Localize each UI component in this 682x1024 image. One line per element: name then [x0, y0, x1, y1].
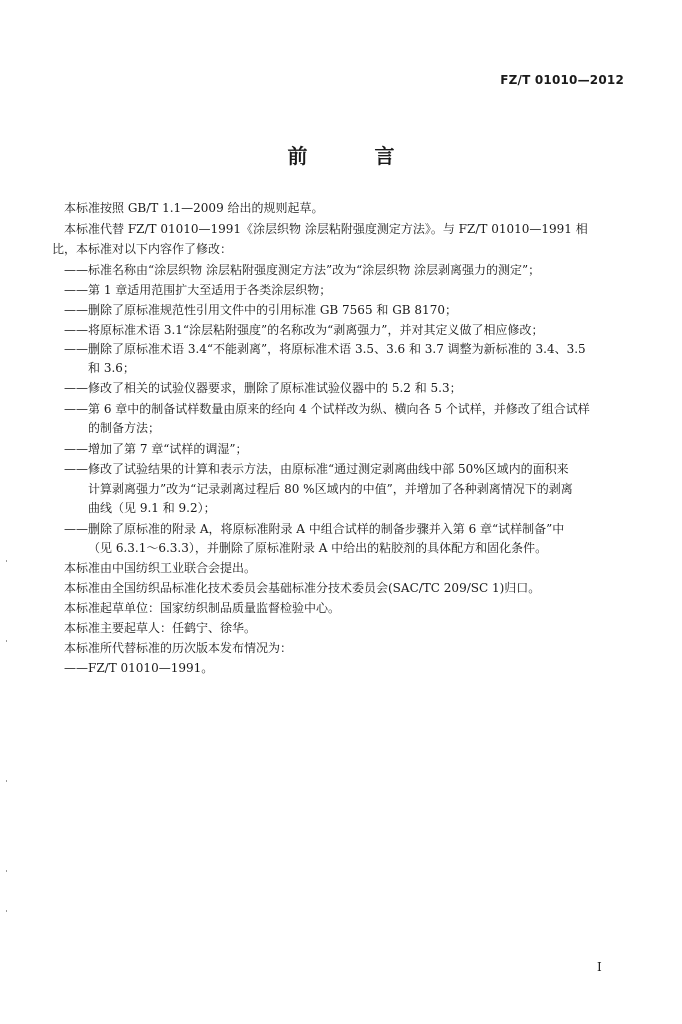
- page-number: I: [597, 960, 602, 974]
- paragraph-line: 本标准代替 FZ/T 01010—1991《涂层织物 涂层粘附强度测定方法》。与 FZ/T 01010—1991 相: [64, 222, 588, 236]
- list-item-continuation: 曲线（见 9.1 和 9.2）；: [88, 501, 216, 515]
- scan-speck: [6, 780, 7, 782]
- list-item-continuation: 计算剥离强力”改为“记录剥离过程后 80 %区域内的中值”，并增加了各种剥离情况下的剥离: [88, 482, 573, 496]
- list-item: ——增加了第 7 章“试样的调湿”；: [64, 442, 248, 456]
- standard-code-header: FZ/T 01010—2012: [500, 73, 624, 87]
- scan-speck: [6, 560, 7, 562]
- list-item-continuation: 的制备方法；: [88, 421, 161, 435]
- list-item-continuation: （见 6.3.1～6.3.3），并删除了原标准附录 A 中给出的粘胶剂的具体配方和固化条件。: [88, 541, 548, 555]
- scan-speck: [6, 910, 7, 912]
- list-item: ——删除了原标准规范性引用文件中的引用标准 GB 7565 和 GB 8170；: [64, 303, 457, 317]
- paragraph-line: 本标准按照 GB/T 1.1—2009 给出的规则起草。: [64, 201, 324, 215]
- scan-speck: [6, 870, 7, 872]
- paragraph-line: 本标准所代替标准的历次版本发布情况为：: [64, 641, 293, 655]
- list-item: ——将原标准术语 3.1“涂层粘附强度”的名称改为“剥离强力”，并对其定义做了相应修改；: [64, 323, 544, 337]
- list-item: ——删除了原标准术语 3.4“不能剥离”，将原标准术语 3.5、3.6 和 3.7 调整为新标准的 3.4、3.5: [64, 342, 586, 356]
- paragraph-line: 本标准由全国纺织品标准化技术委员会基础标准分技术委员会(SAC/TC 209/SC 1)归口。: [64, 581, 541, 595]
- page-title: 前 言: [287, 144, 425, 168]
- list-item: ——第 6 章中的制备试样数量由原来的经向 4 个试样改为纵、横向各 5 个试样，并修改了组合试样: [64, 402, 590, 416]
- list-item: ——标准名称由“涂层织物 涂层粘附强度测定方法”改为“涂层织物 涂层剥离强力的测定”；: [64, 263, 541, 277]
- list-item-continuation: 和 3.6；: [88, 361, 135, 375]
- paragraph-line: 本标准由中国纺织工业联合会提出。: [64, 561, 257, 575]
- list-item: ——FZ/T 01010—1991。: [64, 661, 214, 675]
- list-item: ——修改了试验结果的计算和表示方法，由原标准“通过测定剥离曲线中部 50%区域内的面积来: [64, 462, 569, 476]
- paragraph-line: 比，本标准对以下内容作了修改：: [52, 242, 233, 256]
- scan-speck: [6, 640, 7, 642]
- list-item: ——删除了原标准的附录 A，将原标准附录 A 中组合试样的制备步骤并入第 6 章“试样制备”中: [64, 522, 565, 536]
- list-item: ——修改了相关的试验仪器要求，删除了原标准试验仪器中的 5.2 和 5.3；: [64, 381, 462, 395]
- paragraph-line: 本标准主要起草人：任鹤宁、徐华。: [64, 621, 257, 635]
- list-item: ——第 1 章适用范围扩大至适用于各类涂层织物；: [64, 283, 332, 297]
- paragraph-line: 本标准起草单位：国家纺织制品质量监督检验中心。: [64, 601, 341, 615]
